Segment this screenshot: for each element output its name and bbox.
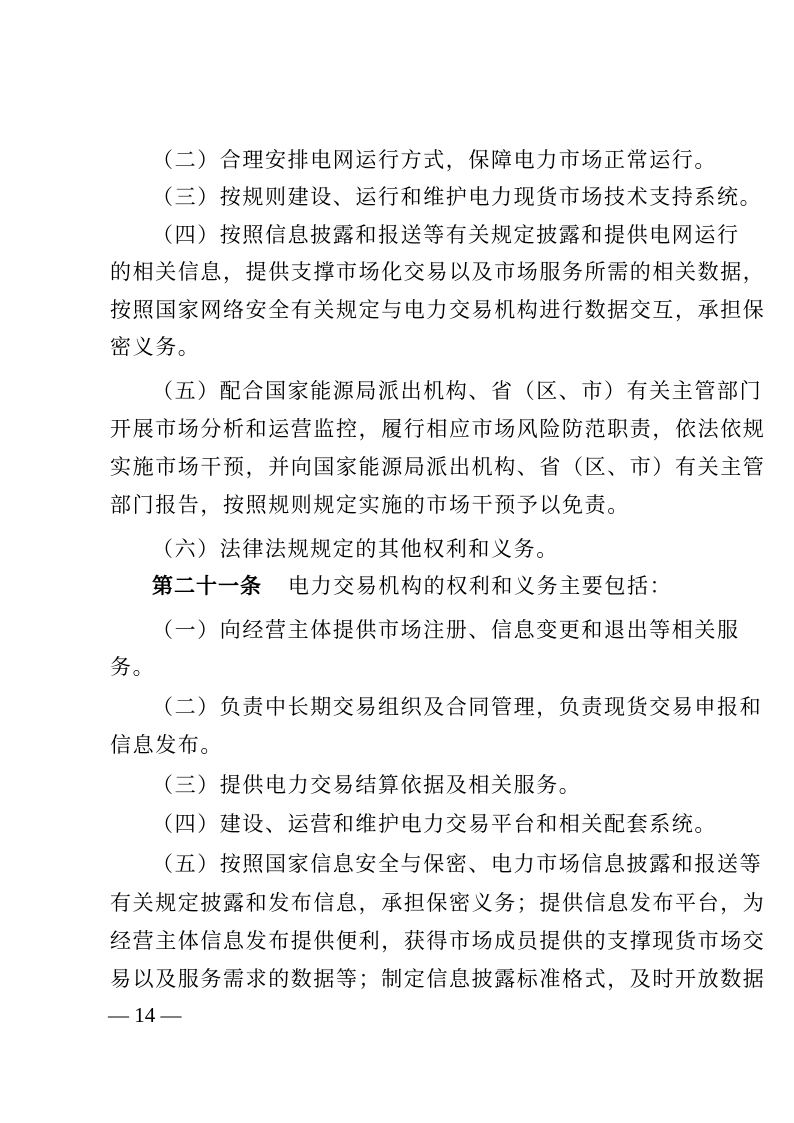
paragraph-line: 部门报告，按照规则规定实施的市场干预予以免责。	[110, 493, 630, 517]
paragraph-line: （三）提供电力交易结算依据及相关服务。	[152, 773, 582, 797]
paragraph-line: 实施市场干预，并向国家能源局派出机构、省（区、市）有关主管	[110, 455, 766, 479]
paragraph-line: （一）向经营主体提供市场注册、信息变更和退出等相关服	[152, 618, 740, 642]
paragraph-line: 信息发布。	[110, 733, 223, 757]
page-number: — 14 —	[108, 1003, 182, 1027]
paragraph-line: 开展市场分析和运营监控，履行相应市场风险防范职责，依法依规	[110, 417, 766, 441]
article-heading	[152, 567, 686, 605]
paragraph-line: （四）按照信息披露和报送等有关规定披露和提供电网运行	[152, 223, 740, 247]
paragraph-line: （二）负责中长期交易组织及合同管理，负责现货交易申报和	[152, 695, 763, 719]
paragraph-line: 务。	[110, 655, 156, 679]
paragraph-line: （五）配合国家能源局派出机构、省（区、市）有关主管部门	[152, 379, 763, 403]
paragraph-line: 经营主体信息发布提供便利，获得市场成员提供的支撑现货市场交	[110, 929, 766, 953]
paragraph-line: 有关规定披露和发布信息，承担保密义务；提供信息发布平台，为	[110, 891, 766, 915]
paragraph-line: （五）按照国家信息安全与保密、电力市场信息披露和报送等	[152, 852, 763, 876]
paragraph-line: 的相关信息，提供支撑市场化交易以及市场服务所需的相关数据，	[110, 260, 766, 284]
paragraph-line: （二）合理安排电网运行方式，保障电力市场正常运行。	[152, 148, 717, 172]
paragraph-line: （六）法律法规规定的其他权利和义务。	[152, 537, 559, 561]
paragraph-line: （三）按规则建设、运行和维护电力现货市场技术支持系统。	[152, 185, 763, 209]
article-intro: 电力交易机构的权利和义务主要包括：	[288, 574, 673, 598]
paragraph-line: 按照国家网络安全有关规定与电力交易机构进行数据交互，承担保	[110, 298, 766, 322]
paragraph-line: （四）建设、运营和维护电力交易平台和相关配套系统。	[152, 812, 717, 836]
paragraph-line: 密义务。	[110, 335, 201, 359]
paragraph-line: 易以及服务需求的数据等；制定信息披露标准格式，及时开放数据	[110, 967, 766, 991]
article-number: 第二十一条	[152, 574, 262, 598]
